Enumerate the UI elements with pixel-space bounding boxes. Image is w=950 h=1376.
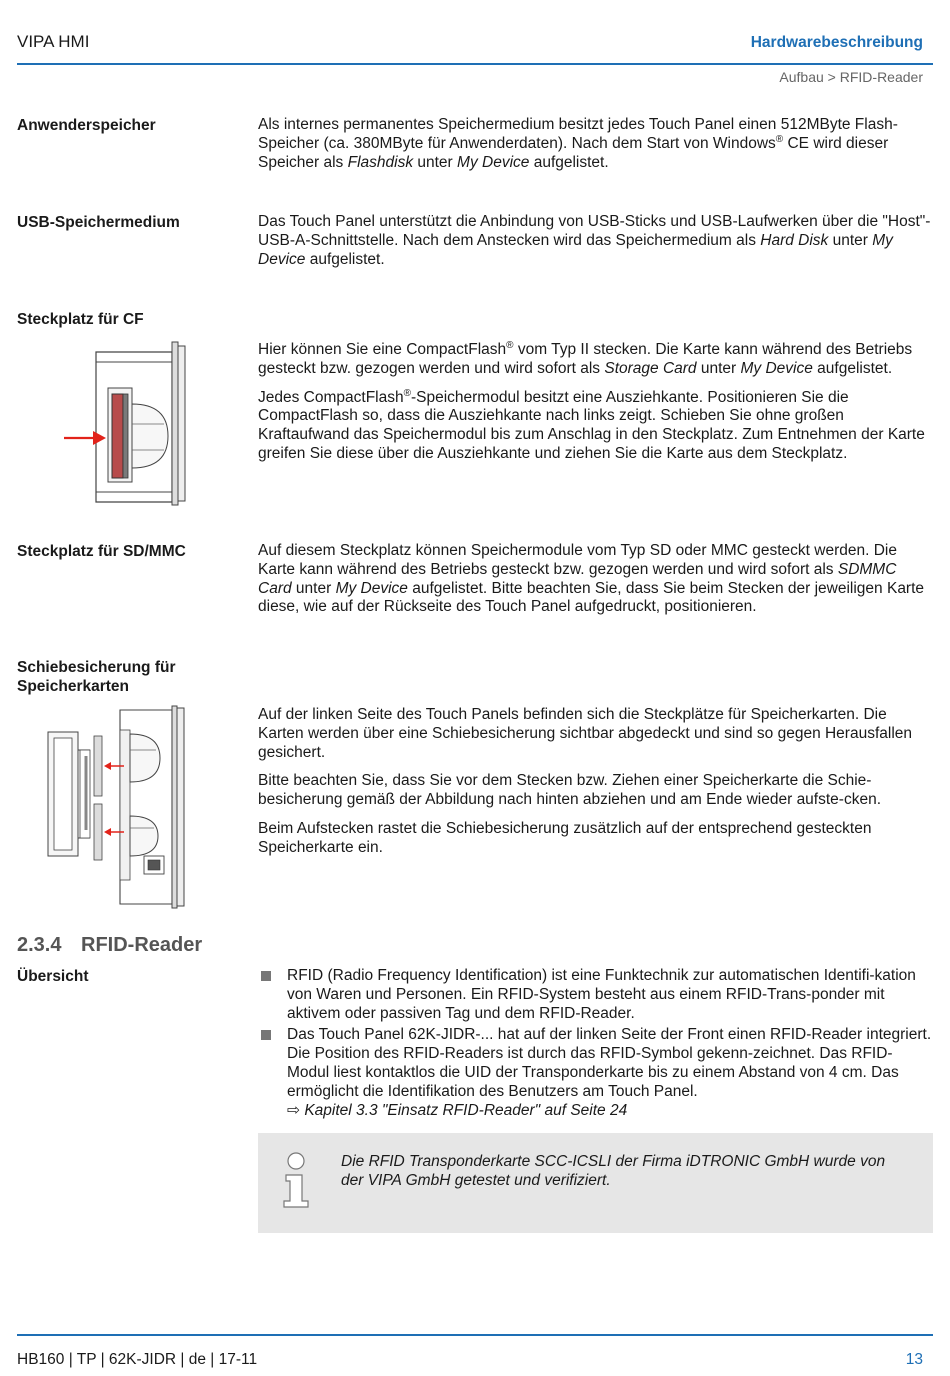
sd-slot-text: Auf diesem Steckplatz können Speichermodule vom Typ SD oder MMC gesteckt werden. Die Karte kann während des Betriebs gesteckt bzw. gezogen werden und wird sofort als SDMMC Card unter My Device aufgelistet. Bitte beachten Sie, dass Sie beim Stecken der jeweiligen Karte diese, wie auf der Rückseite des Touch Panel aufgedruckt, positionieren. bbox=[258, 542, 925, 616]
usb-storage-text: Das Touch Panel unterstützt die Anbindung von USB-Sticks und USB-Laufwerken über die "Host"-USB-A-Schnittstelle. Nach dem Anstecken wird das Speichermedium als Hard Disk unter My Device aufgelistet. bbox=[258, 213, 931, 268]
bullet-square-icon bbox=[261, 971, 271, 981]
list-item: Das Touch Panel 62K-JIDR-... hat auf der linken Seite der Front einen RFID-Reader integriert. Die Position des RFID-Readers ist durch das RFID-Symbol gekenn-zeichnet. Das RFID-Modul liest kontaktlos die UID der Transponderkarte bis zu einem Abstand von 4 cm. Das ermöglicht die Identifikation des Benutzers am Touch Panel. ⇨ Kapitel 3.3 "Einsatz RFID-Reader" auf Seite 24 bbox=[258, 1026, 934, 1120]
rfid-overview-text bbox=[258, 967, 934, 1123]
header-divider bbox=[17, 63, 933, 65]
document-id: HB160 | TP | 62K-JIDR | de | 17-11 bbox=[17, 1351, 258, 1368]
slide-lock-figure bbox=[44, 704, 190, 910]
cross-reference-link[interactable]: Kapitel 3.3 "Einsatz RFID-Reader" auf Seite 24 bbox=[304, 1101, 628, 1119]
user-memory-text: Als internes permanentes Speichermedium besitzt jedes Touch Panel einen 512MByte Flash-Speicher (ca. 380MByte für Anwenderdaten). Nach dem Start von Windows® CE wird dieser Speicher als Flashdisk unter My Device aufgelistet. bbox=[258, 116, 898, 171]
bullet-square-icon bbox=[261, 1030, 271, 1040]
info-icon bbox=[280, 1151, 316, 1211]
user-memory-label: Anwenderspeicher bbox=[17, 117, 156, 134]
footer-divider bbox=[17, 1334, 933, 1336]
info-note bbox=[258, 1133, 933, 1233]
slide-lock-label: Schiebesicherung für Speicherkarten bbox=[17, 659, 176, 695]
chapter-title: Hardwarebeschreibung bbox=[750, 34, 923, 51]
slide-lock-text: Auf der linken Seite des Touch Panels befinden sich die Steckplätze für Speicherkarten. Die Karten werden über eine Schiebesicherung sichtbar abgedeckt und sind so gegen Herausfallen gesichert. Bitte beachten Sie, dass Sie vor dem Stecken bzw. Ziehen einer Speicherkarte die Schie-besicherung gemäß der Abbildung nach hinten abziehen und am Ende wieder aufste-cken. Beim Aufstecken rastet die Schiebesicherung zusätzlich auf der entsprechend gesteckten Speicherkarte ein. bbox=[258, 706, 913, 856]
section-heading-rfid bbox=[17, 934, 202, 957]
usb-storage-label: USB-Speichermedium bbox=[17, 214, 180, 231]
page-number: 13 bbox=[905, 1351, 923, 1368]
cf-slot-text: Hier können Sie eine CompactFlash® vom Typ II stecken. Die Karte kann während des Betriebs gesteckt bzw. gezogen werden und wird sofort als Storage Card unter My Device aufgelistet. Jedes CompactFlash®-Speichermodul besitzt eine Ausziehkante. Positionieren Sie die CompactFlash so, dass die Ausziehkante nach links zeigt. Schieben Sie ohne großen Kraftaufwand das Speichermodul bis zum Anschlag in den Steckplatz. Zum Entnehmen der Karte greifen Sie diese über die Ausziehkante und ziehen Sie die Karte aus dem Steckplatz. bbox=[258, 339, 925, 462]
note-text: Die RFID Transponderkarte SCC-ICSLI der Firma iDTRONIC GmbH wurde von der VIPA GmbH getestet und verifiziert. bbox=[341, 1153, 886, 1189]
breadcrumb: Aufbau > RFID-Reader bbox=[779, 69, 923, 85]
section-title: RFID-Reader bbox=[81, 934, 203, 956]
cf-slot-label: Steckplatz für CF bbox=[17, 311, 144, 328]
cf-slot-figure bbox=[60, 338, 190, 508]
sd-slot-label: Steckplatz für SD/MMC bbox=[17, 543, 186, 560]
product-name: VIPA HMI bbox=[17, 32, 90, 51]
section-number: 2.3.4 bbox=[17, 934, 62, 956]
rfid-bullet-list bbox=[258, 967, 934, 1120]
cross-reference-arrow-icon: ⇨ bbox=[287, 1101, 300, 1119]
list-item: RFID (Radio Frequency Identification) ist eine Funktechnik zur automatischen Identifi-kation von Waren und Personen. Ein RFID-System besteht aus einem RFID-Trans-ponder mit aktivem oder passiven Tag und dem RFID-Reader. bbox=[258, 967, 934, 1023]
overview-label: Übersicht bbox=[17, 968, 89, 985]
